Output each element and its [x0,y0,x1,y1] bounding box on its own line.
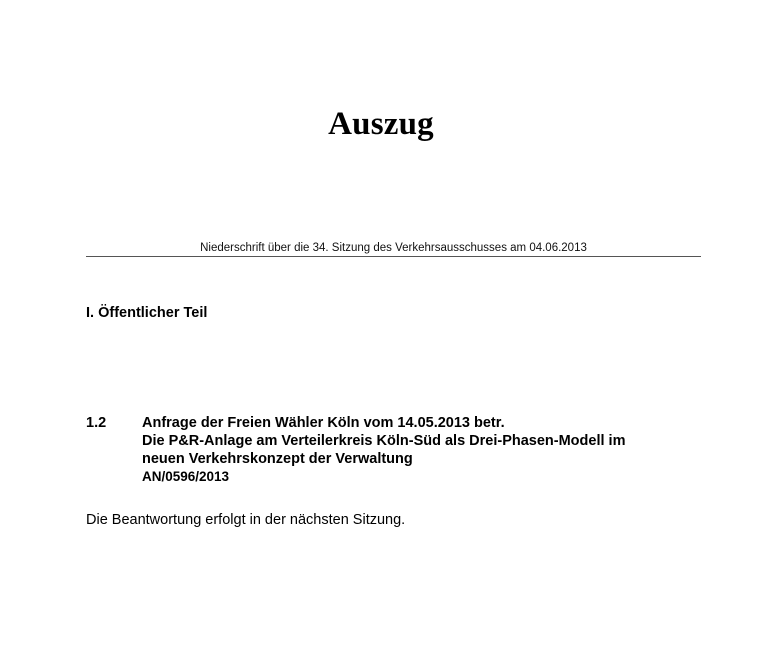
header-divider [86,256,701,257]
document-title: Auszug [328,106,434,142]
minutes-subheader: Niederschrift über die 34. Sitzung des Verkehrsausschusses am 04.06.2013 [200,242,587,254]
agenda-item-reference-number: AN/0596/2013 [142,469,230,484]
agenda-item-line-subject-continued: neuen Verkehrskonzept der Verwaltung [142,451,413,467]
section-heading: I. Öffentlicher Teil [86,305,208,321]
agenda-item-line-inquiry: Anfrage der Freien Wähler Köln vom 14.05.2013 betr. [142,415,505,431]
response-text: Die Beantwortung erfolgt in der nächsten Sitzung. [86,512,406,528]
agenda-item-text [142,414,625,486]
agenda-item-number: 1.2 [86,415,107,431]
agenda-item-line-subject: Die P&R-Anlage am Verteilerkreis Köln-Süd als Drei-Phasen-Modell im [142,433,626,449]
